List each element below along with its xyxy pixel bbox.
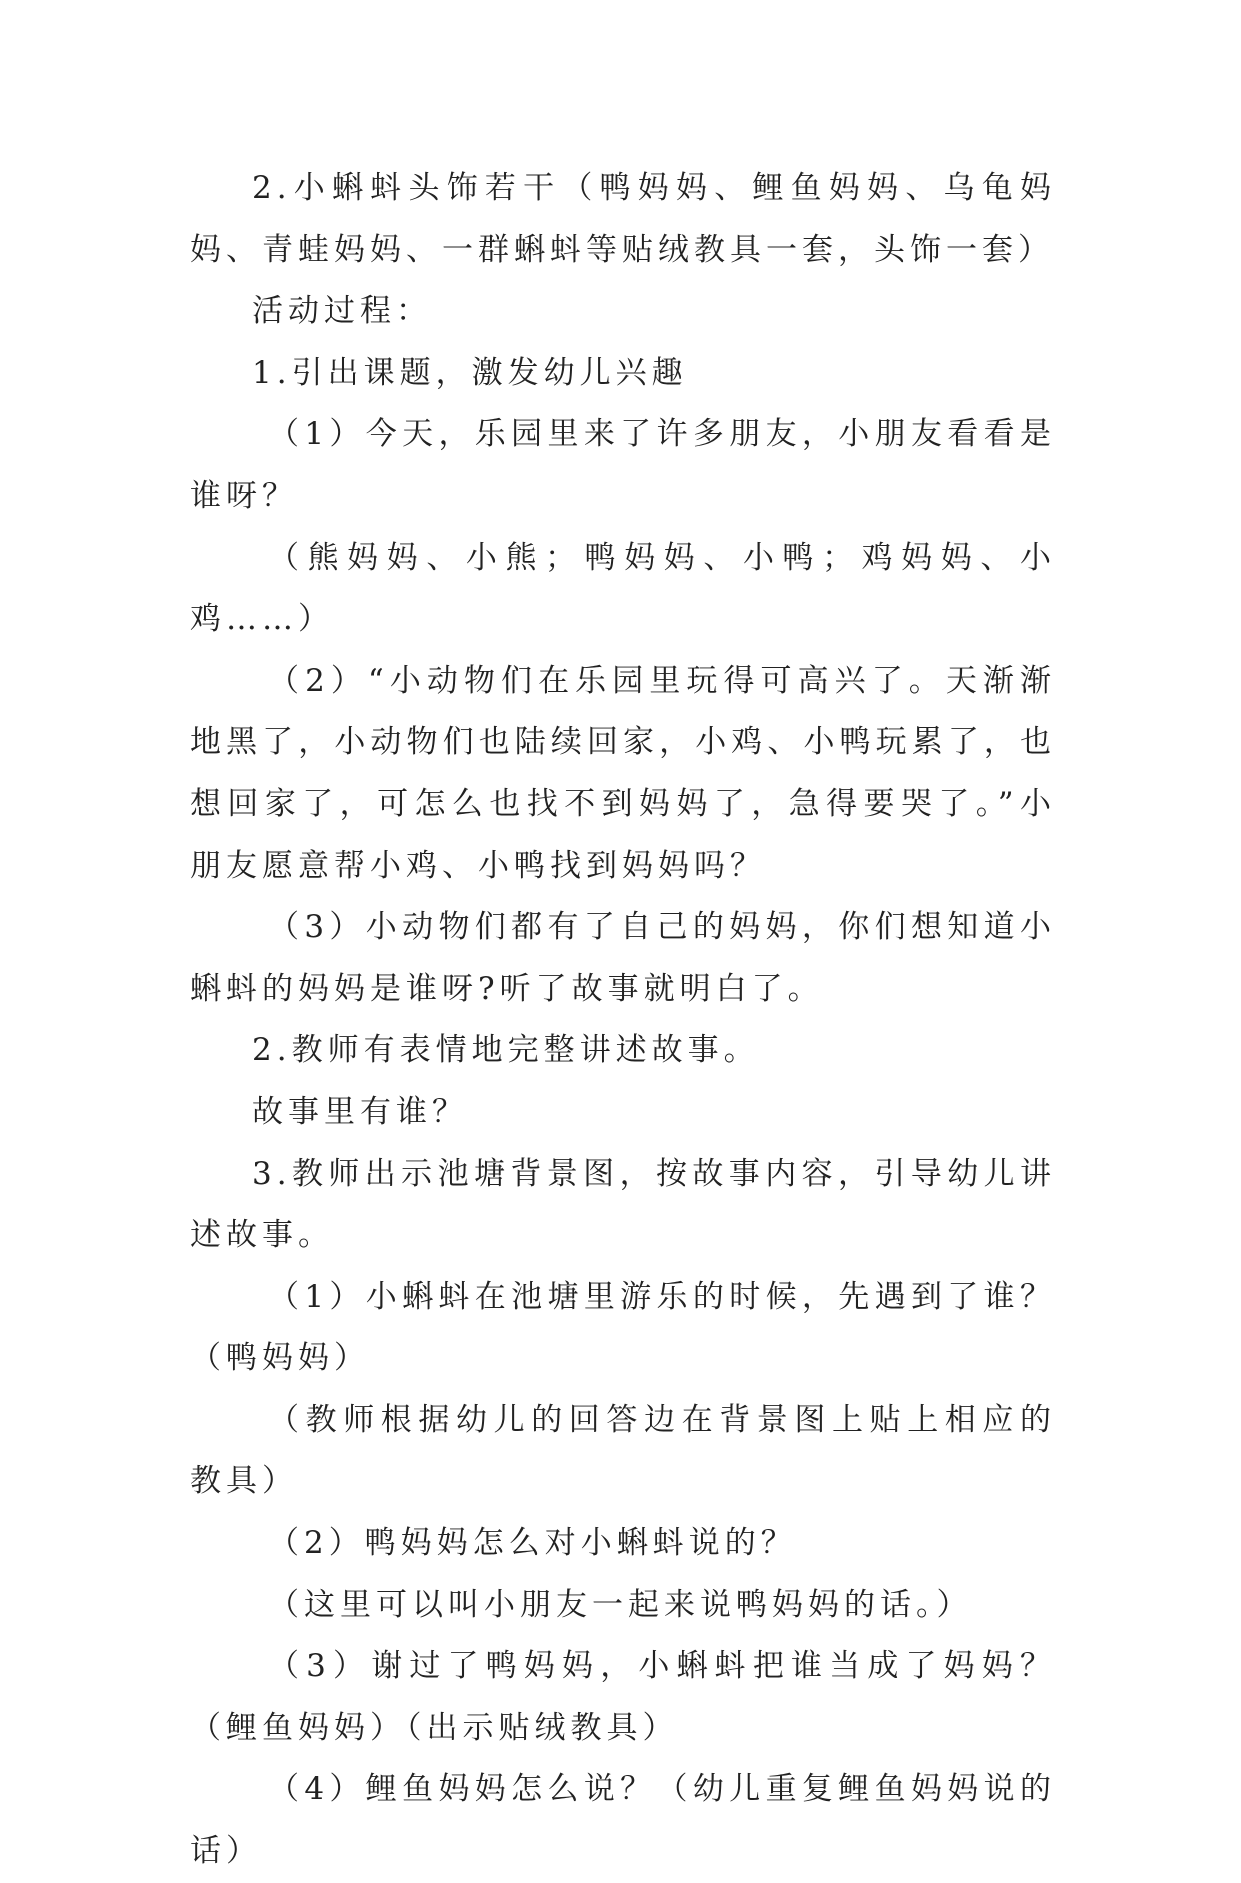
paragraph-step-3-2-note: （这里可以叫小朋友一起来说鸭妈妈的话。） — [268, 1586, 973, 1623]
paragraph-step-3-2: （2）鸭妈妈怎么对小蝌蚪说的？ — [268, 1525, 797, 1562]
paragraph-step-2-question: 故事里有谁？ — [252, 1093, 468, 1130]
paragraph-step-3: 3.教师出示池塘背景图，按故事内容，引导幼儿讲述故事。 — [190, 1155, 1056, 1254]
paragraph-step-1-answer: （熊妈妈、小熊；鸭妈妈、小鸭；鸡妈妈、小鸡……） — [190, 539, 1056, 638]
paragraph-step-1: 1.引出课题，激发幼儿兴趣 — [252, 354, 688, 391]
paragraph-step-1-3: （3）小动物们都有了自己的妈妈，你们想知道小蝌蚪的妈妈是谁呀?听了故事就明白了。 — [190, 909, 1056, 1007]
document-body — [190, 158, 1056, 1883]
paragraph-activity-heading: 活动过程： — [252, 293, 432, 330]
paragraph-step-2: 2.教师有表情地完整讲述故事。 — [252, 1032, 760, 1069]
paragraph-step-3-4: （4）鲤鱼妈妈怎么说？（幼儿重复鲤鱼妈妈说的话） — [190, 1771, 1056, 1870]
paragraph-materials: 2.小蝌蚪头饰若干（鸭妈妈、鲤鱼妈妈、乌龟妈妈、青蛙妈妈、一群蝌蚪等贴绒教具一套，头饰一套） — [190, 170, 1056, 268]
paragraph-step-1-2: （2）“小动物们在乐园里玩得可高兴了。天渐渐地黑了，小动物们也陆续回家，小鸡、小鸭玩累了，也想回家了，可怎么也找不到妈妈了，急得要哭了。”小朋友愿意帮小鸡、小鸭找到妈妈吗？ — [190, 662, 1056, 884]
paragraph-step-3-3: （3）谢过了鸭妈妈，小蝌蚪把谁当成了妈妈？（鲤鱼妈妈）（出示贴绒教具） — [190, 1648, 1056, 1746]
paragraph-step-1-1: （1）今天，乐园里来了许多朋友，小朋友看看是谁呀？ — [190, 416, 1056, 514]
paragraph-step-3-note: （教师根据幼儿的回答边在背景图上贴上相应的教具） — [190, 1401, 1056, 1500]
paragraph-step-3-1: （1）小蝌蚪在池塘里游乐的时候，先遇到了谁？（鸭妈妈） — [190, 1278, 1056, 1377]
